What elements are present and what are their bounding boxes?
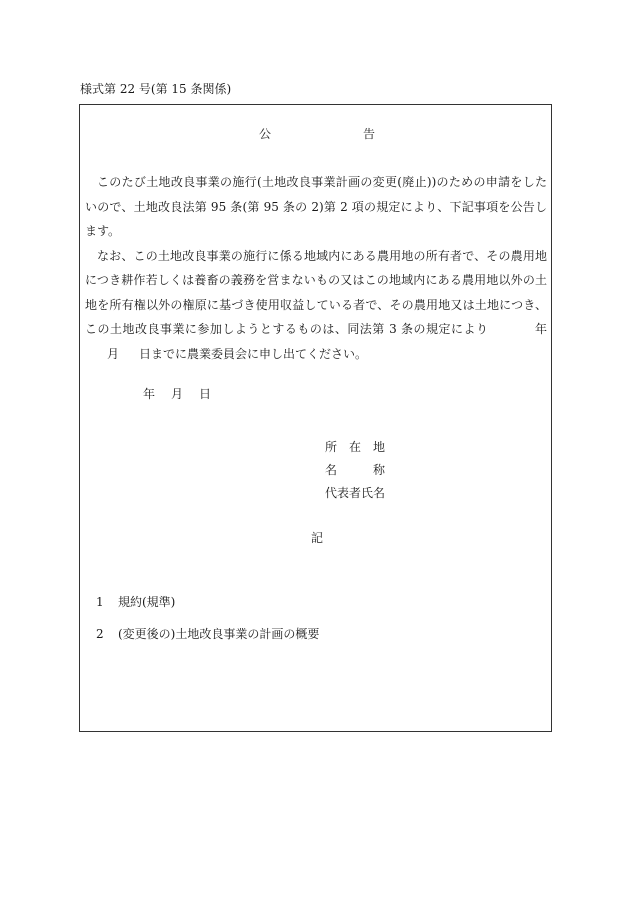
- date-year: 年: [143, 387, 156, 401]
- signatory-representative: 代表者氏名: [325, 486, 386, 500]
- date-month: 月: [171, 387, 184, 401]
- form-number: 様式第 22 号(第 15 条関係): [80, 82, 232, 96]
- deadline-day: 日まで: [139, 346, 176, 361]
- notice-date: [143, 385, 227, 402]
- item-text: (変更後の)土地改良事業の計画の概要: [118, 627, 320, 641]
- signatory-address: 所 在 地: [325, 440, 386, 454]
- item-number: 1: [96, 595, 104, 609]
- paragraph-1: このたび土地改良事業の施行(土地改良事業計画の変更(廃止))のための申請をしたいので、土地改良法第 95 条(第 95 条の 2)第 2 項の規定により、下記事項を公告します。: [85, 175, 547, 238]
- deadline-month: 月: [107, 346, 120, 361]
- item-text: 規約(規準): [118, 595, 176, 609]
- notice-body: [85, 170, 547, 366]
- item-number: 2: [96, 627, 104, 641]
- deadline-year: 年: [534, 322, 547, 336]
- title-char-2: 告: [363, 127, 376, 141]
- ki-heading: 記: [311, 531, 324, 545]
- date-day: 日: [199, 387, 212, 401]
- paragraph-2-end: に農業委員会に申し出てください。: [175, 346, 368, 361]
- paragraph-2-text: なお、この土地改良事業の施行に係る地域内にある農用地の所有者で、その農用地につき耕作若しくは養畜の義務を営まないもの又はこの地域内にある農用地以外の土地を所有権以外の権原に基づき使用収益している者で、その農用地又は土地につき、この土地改良事業に参加しようとするものは、同法第 3 条の規定により: [85, 248, 547, 336]
- title-char-1: 公: [259, 127, 272, 141]
- list-item: [96, 593, 175, 610]
- paragraph-2: [85, 244, 547, 367]
- list-item: [96, 625, 319, 642]
- signatory-name: 名 称: [325, 463, 386, 477]
